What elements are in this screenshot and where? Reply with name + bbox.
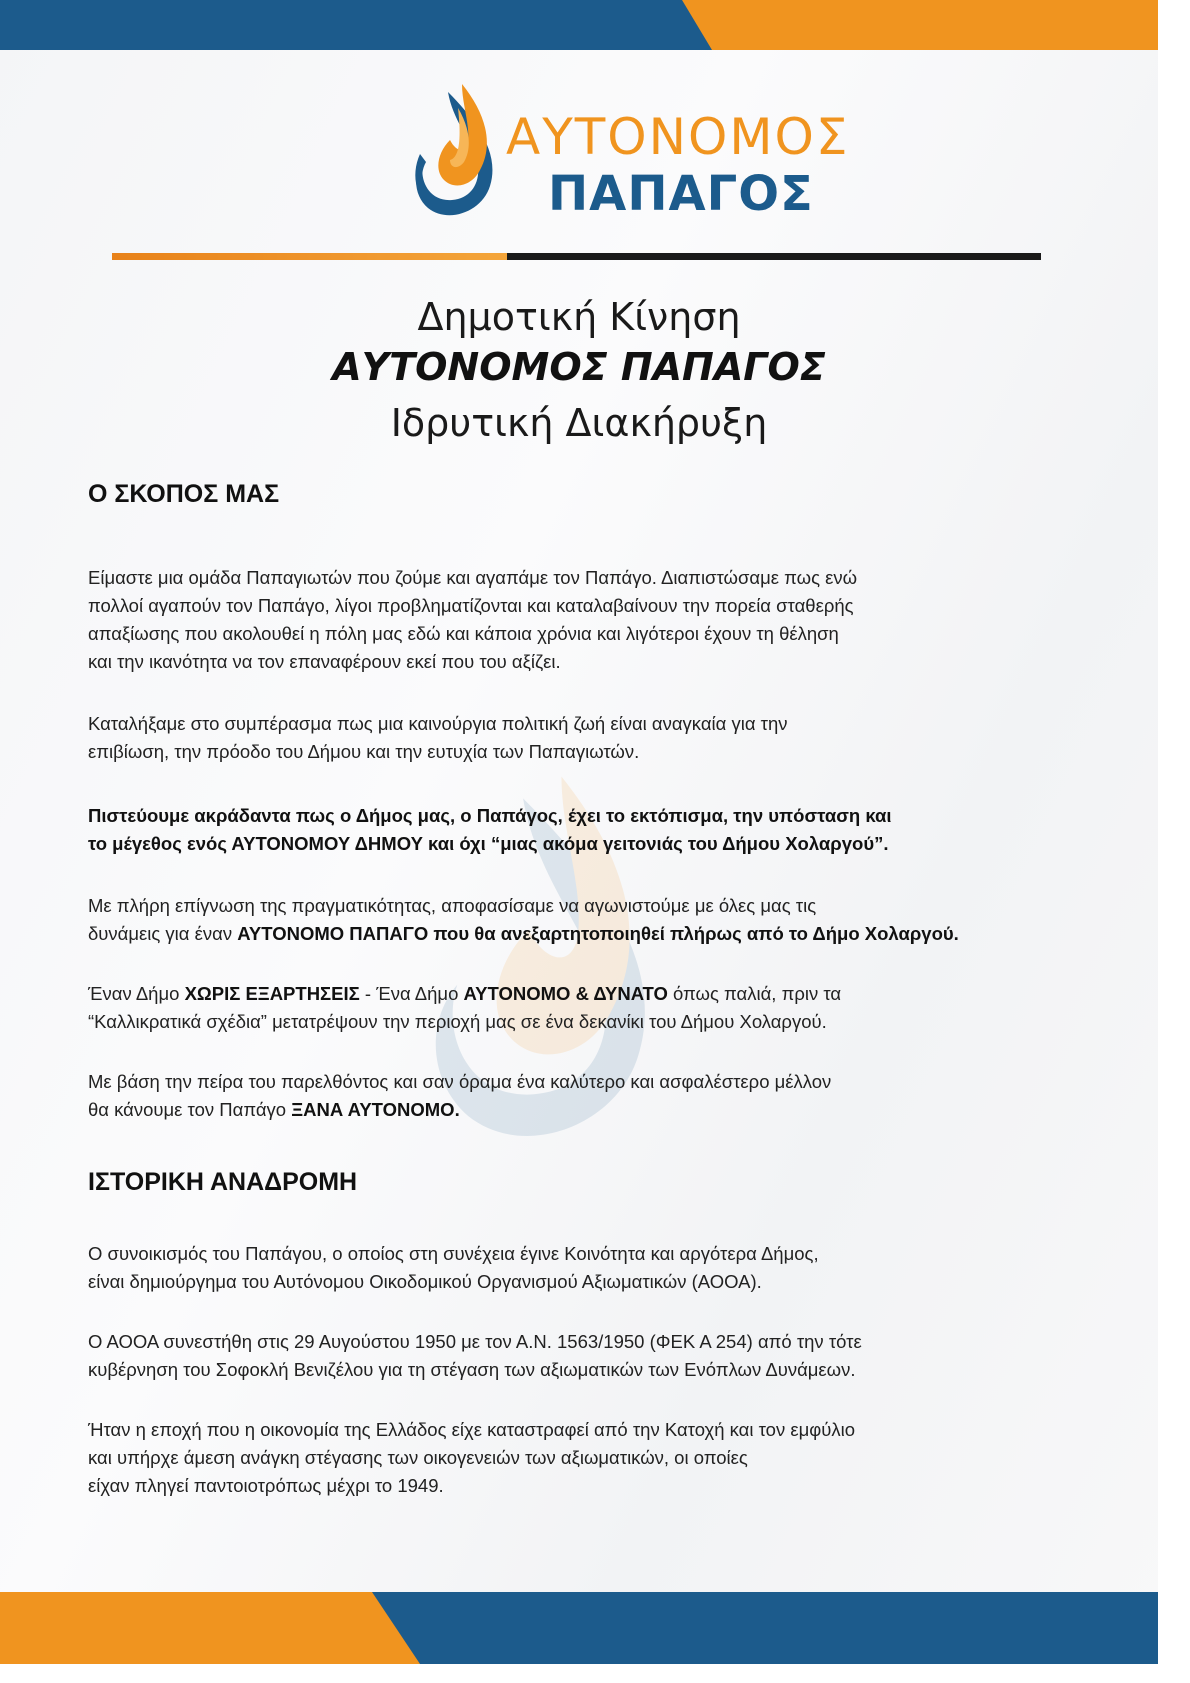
paragraph-4 — [88, 892, 1098, 948]
paragraph-7: Ο συνοικισμός του Παπάγου, ο οποίος στη συνέχεια έγινε Κοινότητα και αργότερα Δήμος, είναι δημιούργημα του Αυτόνομου Οικοδομικού Οργανισμού Αξιωματικών (ΑΟΟΑ). — [88, 1243, 819, 1292]
paragraph-5-bold-b: ΑΥΤΟΝΟΜΟ & ΔΥΝΑΤΟ — [463, 983, 668, 1004]
paragraph-4-bold: ΑΥΤΟΝΟΜΟ ΠΑΠΑΓΟ που θα ανεξαρτητοποιηθεί πλήρως από το Δήμο Χολαργού. — [237, 923, 959, 944]
paragraph-5-text-a: Έναν Δήμο — [88, 983, 185, 1004]
paragraph-5 — [88, 980, 1098, 1036]
brand-name-line1: ΑΥΤΟΝΟΜΟΣ — [506, 108, 850, 166]
divider-orange — [112, 253, 507, 260]
paragraph-3: Πιστεύουμε ακράδαντα πως ο Δήμος μας, ο Παπάγος, έχει το εκτόπισμα, την υπόσταση και το μέγεθος ενός ΑΥΤΟΝΟΜΟΥ ΔΗΜΟΥ και όχι “μιας ακόμα γειτονιάς του Δήμου Χολαργού”. — [88, 805, 892, 854]
paragraph-6 — [88, 1068, 1098, 1124]
paragraph-5-text-b: - Ένα Δήμο — [359, 983, 464, 1004]
bottom-margin — [0, 1664, 1158, 1683]
divider-dark — [507, 253, 1041, 260]
paragraph-4-text: Με πλήρη επίγνωση της πραγματικότητας, αποφασίσαμε να αγωνιστούμε με όλες μας τις δυνάμεις για έναν — [88, 895, 817, 944]
top-color-band — [0, 0, 1158, 50]
paragraph-9: Ήταν η εποχή που η οικονομία της Ελλάδος είχε καταστραφεί από την Κατοχή και τον εμφύλιο και υπήρχε άμεση ανάγκη στέγασης των οικογενειών των αξιωματικών, οι οποίες είχαν πληγεί παντοιοτρόπως μέχρι το 1949. — [88, 1419, 856, 1496]
flame-drop-icon — [408, 78, 504, 224]
title-line2: ΑΥΤΟΝΟΜΟΣ ΠΑΠΑΓΟΣ — [332, 345, 826, 389]
paragraph-2: Καταλήξαμε στο συμπέρασμα πως μια καινούργια πολιτική ζωή είναι αναγκαία για την επιβίωση, την πρόοδο του Δήμου και την ευτυχία των Παπαγιωτών. — [88, 713, 788, 762]
section-heading-history: ΙΣΤΟΡΙΚΗ ΑΝΑΔΡΟΜΗ — [88, 1168, 358, 1196]
brand-name-line2: ΠΑΠΑΓΟΣ — [548, 166, 814, 222]
bottom-color-band — [0, 1592, 1158, 1664]
paragraph-8: Ο ΑΟΟΑ συνεστήθη στις 29 Αυγούστου 1950 με τον Α.Ν. 1563/1950 (ΦΕΚ Α 254) από την τότε κυβέρνηση του Σοφοκλή Βενιζέλου για τη στέγαση των αξιωματικών των Ενόπλων Δυνάμεων. — [88, 1331, 862, 1380]
paragraph-1: Είμαστε μια ομάδα Παπαγιωτών που ζούμε και αγαπάμε τον Παπάγο. Διαπιστώσαμε πως ενώ πολλοί αγαπούν τον Παπάγο, λίγοι προβληματίζονται και καταλαβαίνουν την πορεία σταθερής απαξίωσης που ακολουθεί η πόλη μας εδώ και κάποια χρόνια και λιγότεροι έχουν τη θέληση και την ικανότητα να τον επαναφέρουν εκεί που του αξίζει. — [88, 567, 858, 672]
title-line1: Δημοτική Κίνηση — [417, 295, 741, 339]
paragraph-6-text: Με βάση την πείρα του παρελθόντος και σαν όραμα ένα καλύτερο και ασφαλέστερο μέλλον θα κάνουμε τον Παπάγο — [88, 1071, 832, 1120]
scan-edge — [1158, 0, 1190, 1683]
section-heading-purpose: Ο ΣΚΟΠΟΣ ΜΑΣ — [88, 480, 280, 508]
title-line3: Ιδρυτική Διακήρυξη — [390, 401, 768, 445]
paragraph-5-text-c: όπως παλιά, πριν τα “Καλλικρατικά σχέδια” μετατρέψουν την περιοχή μας σε ένα δεκανίκι του Δήμου Χολαργού. — [88, 983, 842, 1032]
paragraph-5-bold-a: ΧΩΡΙΣ ΕΞΑΡΤΗΣΕΙΣ — [184, 983, 360, 1004]
document-title — [0, 292, 1158, 448]
paragraph-6-bold: ΞΑΝΑ ΑΥΤΟΝΟΜΟ. — [291, 1099, 460, 1120]
